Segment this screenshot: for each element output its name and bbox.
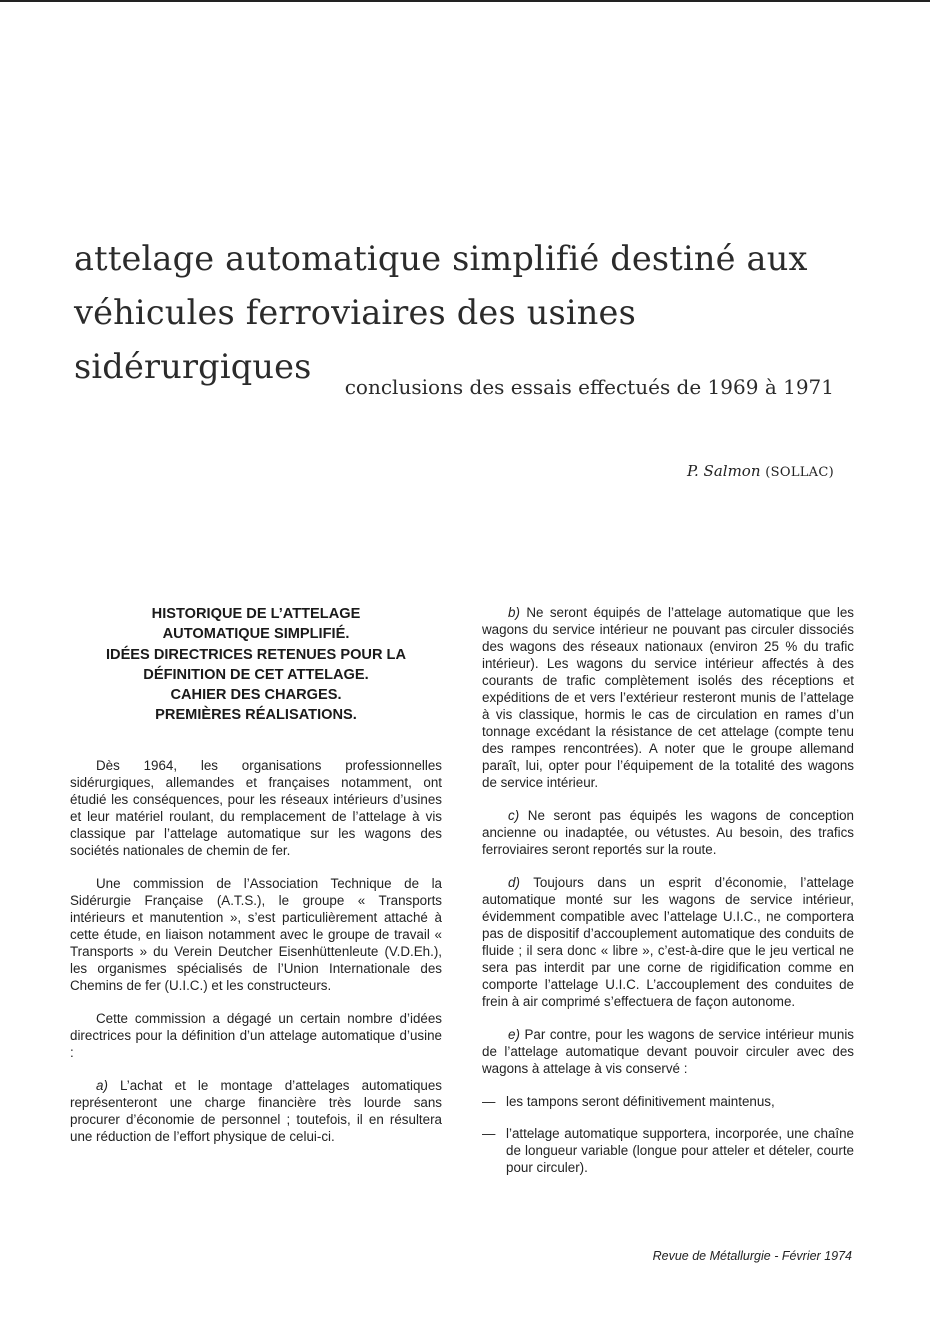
dash-list-item (482, 1093, 854, 1110)
author-affiliation: (SOLLAC) (765, 465, 834, 480)
section-heading-line: PREMIÈRES RÉALISATIONS. (155, 707, 357, 724)
paragraph-item-b (482, 604, 854, 791)
item-label: a) (96, 1077, 108, 1093)
paragraph: Dès 1964, les organisations professionnelles sidérurgiques, allemandes et françaises notamment, ont étudié les conséquences, pour les réseaux intérieurs d’usines et leur matériel roulant, du remplacement de l’attelage à vis classique par l’attelage automatique sur les wagons des sociétés nationales de chemin de fer. (70, 757, 442, 858)
paragraph: Cette commission a dégagé un certain nombre d’idées directrices pour la définition d’un attelage automatique d’usine : (70, 1010, 442, 1060)
paragraph-item-e (482, 1026, 854, 1077)
item-text: L’achat et le montage d’attelages automatiques représenteront une charge financière très lourde sans procurer d’économie de personnel ; toutefois, il en résultera une réduction de l’effort physique de celui-ci. (70, 1077, 442, 1144)
paragraph: Une commission de l’Association Technique de la Sidérurgie Française (A.T.S.), le groupe « Transports intérieurs et manutention », s’est particulièrement attaché à cette étude, en liaison notamment avec le groupe de travail « Transports » du Verein Deutcher Eisenhüttenleute (V.D.Eh.), les organismes spécialisés de l’Union Internationale des Chemins de fer (U.I.C.) et les constructeurs. (70, 875, 442, 993)
right-column (482, 604, 854, 1191)
item-text: Ne seront pas équipés les wagons de conception ancienne ou inadaptée, ou vétustes. Au besoin, des trafics ferroviaires seront reportés sur la route. (482, 808, 854, 857)
section-heading-line: CAHIER DES CHARGES. (170, 687, 342, 704)
section-heading (70, 604, 442, 726)
item-text: Par contre, pour les wagons de service intérieur munis de l’attelage automatique devant pouvoir circuler avec des wagons à attelage à vis conservé : (482, 1027, 854, 1076)
paragraph-item-c (482, 807, 854, 858)
dash-item-text: les tampons seront définitivement maintenus, (506, 1094, 775, 1109)
item-label: e) (508, 1027, 520, 1042)
section-heading-line: IDÉES DIRECTRICES RETENUES POUR LA (105, 646, 407, 663)
section-heading-line: DÉFINITION DE CET ATTELAGE. (143, 666, 369, 683)
item-text: Ne seront équipés de l’attelage automatique que les wagons du service intérieur ne pouvant pas circuler dissociés des wagons des réseaux nationaux (environ 25 % du trafic intérieur). Les wagons du service intérieur affectés à des courants de trafic complètement isolés des réceptions et expéditions de et vers l’extérieur resteront munis de l’attelage à vis classique, hormis le cas de circulation en rames d’un tonnage excédant la résistance de cet attelage (compte tenu des rampes rencontrées). A noter que le groupe allemand paraît, lui, opter pour l’équipement de la totalité des wagons de service intérieur. (482, 605, 854, 790)
journal-footer: Revue de Métallurgie - Février 1974 (652, 1249, 852, 1263)
dash-bullet: — (482, 1094, 496, 1109)
article-subtitle: conclusions des essais effectués de 1969 à 1971 (344, 375, 834, 399)
dash-list-item (482, 1125, 854, 1176)
paragraph-item-d (482, 874, 854, 1010)
top-rule (0, 0, 930, 2)
dash-item-text: l’attelage automatique supportera, incorporée, une chaîne de longueur variable (longue pour atteler et dételer, courte pour circuler). (506, 1126, 854, 1175)
dash-bullet: — (482, 1126, 496, 1141)
author-line (500, 462, 834, 480)
author-name: P. Salmon (686, 462, 761, 480)
item-label: c) (508, 808, 520, 823)
section-heading-line: AUTOMATIQUE SIMPLIFIÉ. (162, 626, 350, 643)
article-title: attelage automatique simplifié destiné aux véhicules ferroviaires des usines sidérurgiques (74, 239, 808, 386)
section-heading-line: HISTORIQUE DE L’ATTELAGE (151, 606, 361, 622)
item-label: d) (508, 875, 520, 890)
item-text: Toujours dans un esprit d’économie, l’attelage automatique monté sur les wagons de service intérieur, évidemment compatible avec l’attelage U.I.C., ne comportera pas de dispositif d’accouplement automatique des conduits de fluide ; il sera donc « libre », c’est-à-dire que le jeu vertical ne sera pas interdit par une corne de rigidification comme en comporte l’attelage U.I.C. L’accouplement des conduites de frein à air comprimé s’effectuera de façon autonome. (482, 875, 854, 1009)
left-column (70, 604, 442, 1161)
item-label: b) (508, 605, 520, 620)
paragraph-item-a (70, 1077, 442, 1145)
